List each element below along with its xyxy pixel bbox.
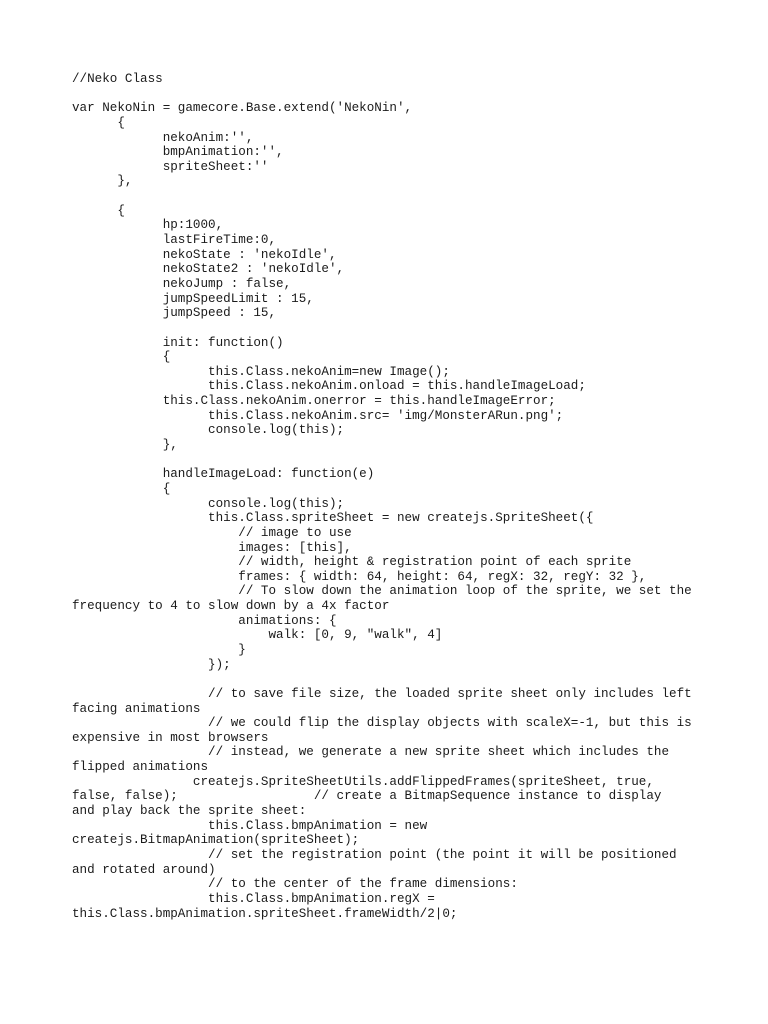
code-line: }: [72, 642, 246, 657]
code-line: and play back the sprite sheet:: [72, 804, 307, 819]
code-line: console.log(this);: [72, 496, 345, 511]
code-line: animations: {: [72, 613, 337, 628]
code-line: {: [72, 203, 125, 218]
code-line: facing animations: [72, 701, 201, 716]
code-line: jumpSpeed : 15,: [72, 306, 277, 321]
code-line: this.Class.bmpAnimation.regX =: [72, 891, 435, 906]
code-line: {: [72, 350, 171, 365]
code-line: [72, 87, 692, 102]
code-line: // to the center of the frame dimensions:: [72, 877, 518, 892]
code-line: frames: { width: 64, height: 64, regX: 32, regY: 32 },: [72, 569, 647, 584]
code-line: {: [72, 115, 125, 130]
code-line: spriteSheet:'': [72, 159, 269, 174]
code-line: {: [72, 481, 171, 496]
code-line: lastFireTime:0,: [72, 233, 277, 248]
code-line: [72, 453, 692, 468]
code-line: console.log(this);: [72, 423, 345, 438]
code-line: // To slow down the animation loop of the sprite, we set the: [72, 584, 692, 599]
code-line: [72, 189, 692, 204]
code-line: // width, height & registration point of each sprite: [72, 555, 632, 570]
code-listing: [72, 72, 692, 921]
code-line: init: function(): [72, 335, 284, 350]
code-line: });: [72, 657, 231, 672]
code-line: var NekoNin = gamecore.Base.extend('NekoNin',: [72, 101, 413, 116]
code-line: // image to use: [72, 525, 352, 540]
code-line: // instead, we generate a new sprite sheet which includes the: [72, 745, 670, 760]
code-line: this.Class.bmpAnimation.spriteSheet.frameWidth/2|0;: [72, 906, 458, 921]
code-line: },: [72, 438, 178, 453]
code-line: this.Class.nekoAnim.onload = this.handleImageLoad;: [72, 379, 586, 394]
code-line: //Neko Class: [72, 72, 163, 86]
code-line: flipped animations: [72, 760, 209, 775]
code-line: this.Class.spriteSheet = new createjs.SpriteSheet({: [72, 511, 594, 526]
code-line: nekoState : 'nekoIdle',: [72, 247, 337, 262]
code-line: // we could flip the display objects with scaleX=-1, but this is: [72, 716, 692, 731]
code-line: walk: [0, 9, "walk", 4]: [72, 628, 443, 643]
code-line: this.Class.bmpAnimation = new: [72, 818, 428, 833]
code-line: [72, 672, 692, 687]
code-line: false, false); // create a BitmapSequence instance to display: [72, 789, 662, 804]
code-line: and rotated around): [72, 862, 216, 877]
code-line: this.Class.nekoAnim.onerror = this.handleImageError;: [72, 394, 556, 409]
code-line: bmpAnimation:'',: [72, 145, 284, 160]
code-line: handleImageLoad: function(e): [72, 467, 375, 482]
code-line: nekoAnim:'',: [72, 130, 254, 145]
code-line: this.Class.nekoAnim=new Image();: [72, 364, 450, 379]
code-line: },: [72, 174, 133, 189]
code-line: createjs.BitmapAnimation(spriteSheet);: [72, 833, 360, 848]
code-line: frequency to 4 to slow down by a 4x factor: [72, 599, 390, 614]
code-line: [72, 321, 692, 336]
code-line: nekoState2 : 'nekoIdle',: [72, 262, 345, 277]
code-line: // set the registration point (the point it will be positioned: [72, 847, 677, 862]
code-line: this.Class.nekoAnim.src= 'img/MonsterARun.png';: [72, 408, 564, 423]
code-line: hp:1000,: [72, 218, 224, 233]
code-line: expensive in most browsers: [72, 730, 269, 745]
code-line: // to save file size, the loaded sprite sheet only includes left: [72, 686, 692, 701]
code-line: createjs.SpriteSheetUtils.addFlippedFrames(spriteSheet, true,: [72, 774, 654, 789]
code-line: jumpSpeedLimit : 15,: [72, 291, 314, 306]
code-line: images: [this],: [72, 540, 352, 555]
code-line: nekoJump : false,: [72, 276, 292, 291]
